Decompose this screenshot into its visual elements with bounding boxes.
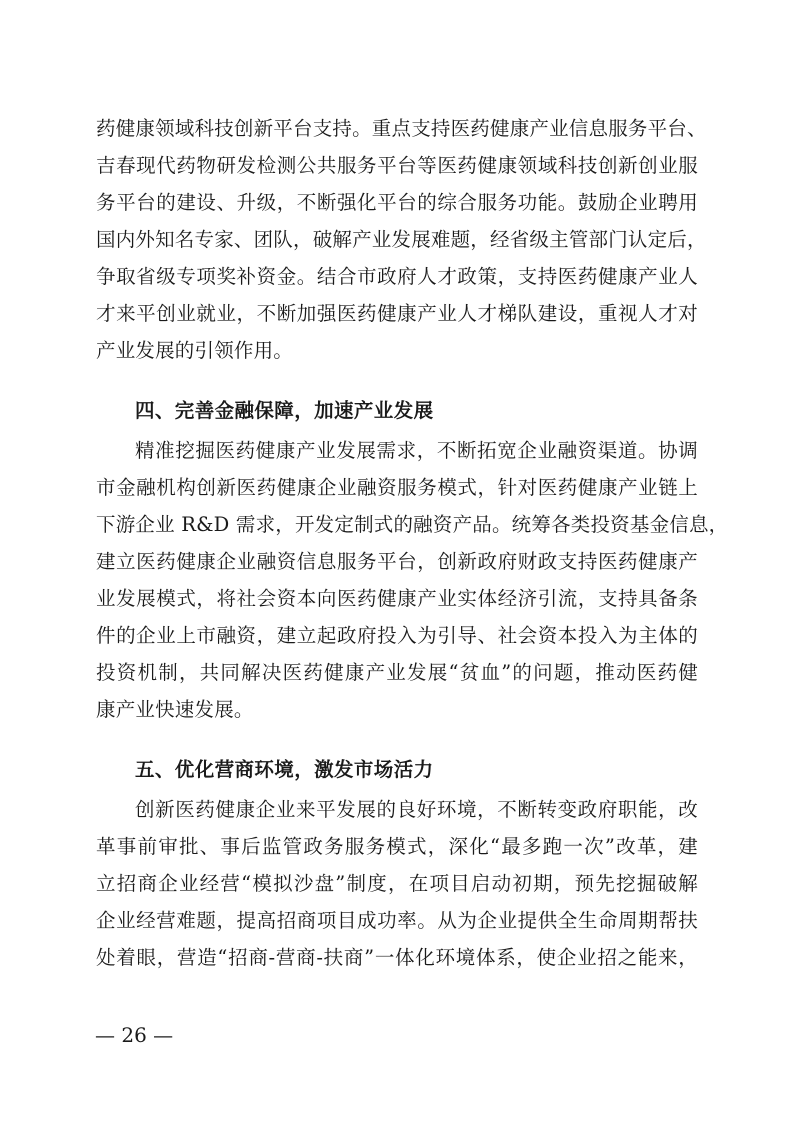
paragraph-line: 市金融机构创新医药健康企业融资服务模式，针对医药健康产业链上 — [96, 476, 698, 499]
paragraph-line: 企业经营难题，提高招商项目成功率。从为企业提供全生命周期帮扶 — [96, 909, 698, 932]
paragraph-line: 药健康领域科技创新平台支持。重点支持医药健康产业信息服务平台、 — [96, 117, 707, 140]
section-heading-4: 四、完善金融保障，加速产业发展 — [135, 399, 434, 422]
paragraph-line: 务平台的建设、升级，不断强化平台的综合服务功能。鼓励企业聘用 — [96, 191, 698, 214]
paragraph-line: 康产业快速发展。 — [96, 698, 254, 721]
paragraph-line: 建立医药健康企业融资信息服务平台，创新政府财政支持医药健康产 — [96, 550, 698, 573]
paragraph-line: 革事前审批、事后监管政务服务模式，深化“最多跑一次”改革，建 — [96, 835, 698, 858]
paragraph-line: 下游企业 R&D 需求，开发定制式的融资产品。统筹各类投资基金信息， — [96, 513, 729, 536]
paragraph-line: 精准挖掘医药健康产业发展需求，不断拓宽企业融资渠道。协调 — [135, 439, 698, 462]
page-number: — 26 — — [95, 1023, 174, 1047]
paragraph-line: 产业发展的引领作用。 — [96, 339, 294, 362]
paragraph-line: 处着眼，营造“招商-营商-扶商”一体化环境体系，使企业招之能来， — [96, 946, 698, 969]
paragraph-line: 才来平创业就业，不断加强医药健康产业人才梯队建设，重视人才对 — [96, 302, 698, 325]
paragraph-line: 国内外知名专家、团队，破解产业发展难题，经省级主管部门认定后， — [96, 228, 707, 251]
paragraph-line: 投资机制，共同解决医药健康产业发展“贫血”的问题，推动医药健 — [96, 661, 698, 684]
paragraph-line: 立招商企业经营“模拟沙盘”制度，在项目启动初期，预先挖掘破解 — [96, 872, 698, 895]
section-heading-5: 五、优化营商环境，激发市场活力 — [135, 758, 434, 781]
paragraph-line: 争取省级专项奖补资金。结合市政府人才政策，支持医药健康产业人 — [96, 265, 698, 288]
paragraph-line: 吉春现代药物研发检测公共服务平台等医药健康领域科技创新创业服 — [96, 154, 698, 177]
paragraph-line: 业发展模式，将社会资本向医药健康产业实体经济引流，支持具备条 — [96, 587, 698, 610]
paragraph-line: 创新医药健康企业来平发展的良好环境，不断转变政府职能，改 — [135, 798, 698, 821]
paragraph-line: 件的企业上市融资，建立起政府投入为引导、社会资本投入为主体的 — [96, 624, 698, 647]
